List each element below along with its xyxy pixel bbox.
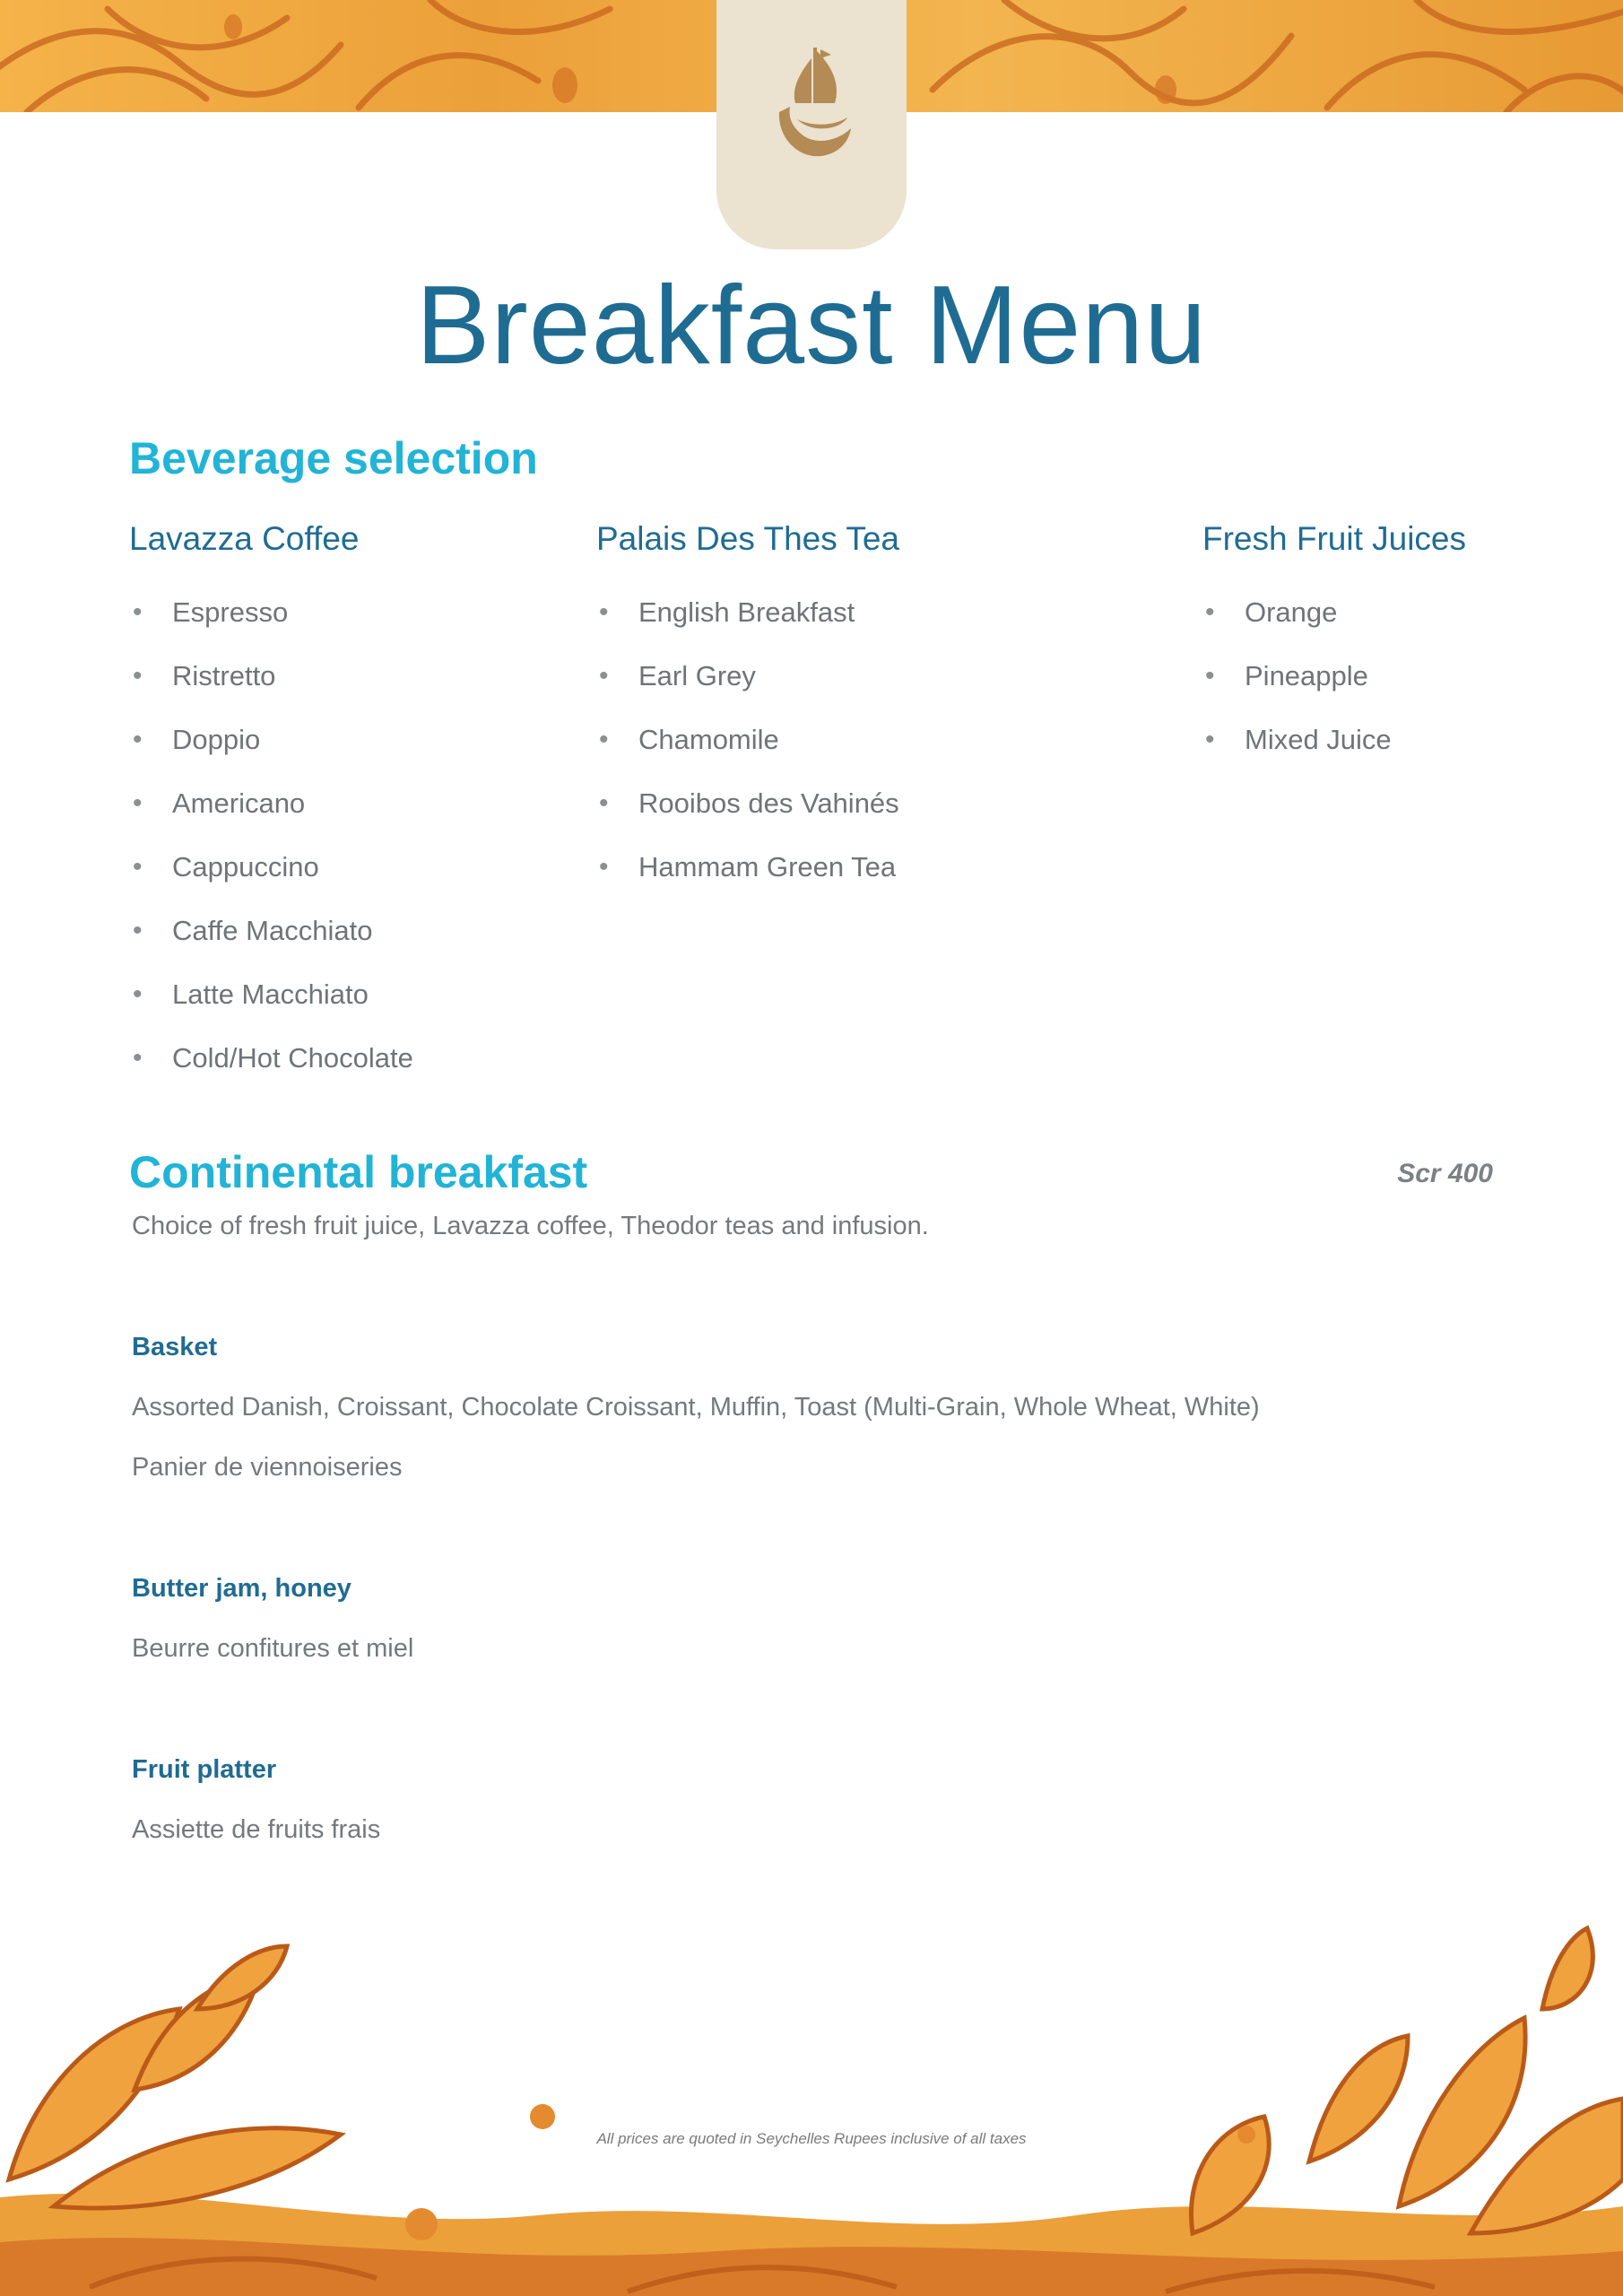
logo-tab — [716, 0, 907, 249]
list-item: • Mixed Juice — [1205, 724, 1392, 755]
list-item: • Ristretto — [133, 660, 276, 691]
juice-column-title: Fresh Fruit Juices — [1202, 520, 1467, 557]
coffee-column-title: Lavazza Coffee — [129, 520, 360, 557]
tea-list — [595, 595, 899, 913]
list-item: • English Breakfast — [599, 596, 855, 628]
list-item: • Earl Grey — [599, 660, 756, 691]
footer-tax-note: All prices are quoted in Seychelles Rupees inclusive of all taxes — [596, 2130, 1027, 2147]
sailboat-logo-icon — [761, 40, 862, 175]
price-label: Scr 400 — [1397, 1159, 1493, 1188]
list-item: • Caffe Macchiato — [133, 915, 373, 946]
butter-heading: Butter jam, honey — [132, 1574, 352, 1603]
list-item: • Pineapple — [1205, 660, 1368, 691]
leaf-decoration-icon — [0, 1910, 1623, 2296]
list-item: • Americano — [133, 787, 306, 819]
butter-french: Beurre confitures et miel — [132, 1634, 414, 1663]
fruit-heading: Fruit platter — [132, 1755, 277, 1784]
list-item: • Chamomile — [599, 724, 779, 755]
continental-section-heading: Continental breakfast — [129, 1147, 588, 1197]
page-title: Breakfast Menu — [415, 264, 1208, 387]
continental-description: Choice of fresh fruit juice, Lavazza coffee, Theodor teas and infusion. — [132, 1212, 929, 1240]
basket-description: Assorted Danish, Croissant, Chocolate Croissant, Muffin, Toast (Multi-Grain, Whole Wheat, White) — [132, 1393, 1260, 1422]
list-item: • Cappuccino — [133, 851, 319, 883]
list-item: • Rooibos des Vahinés — [599, 787, 899, 819]
basket-french: Panier de viennoiseries — [132, 1453, 403, 1482]
beverage-section-heading: Beverage selection — [129, 433, 538, 483]
list-item: • Espresso — [133, 596, 289, 628]
juice-list — [1202, 595, 1392, 786]
list-item: • Hammam Green Tea — [599, 851, 897, 883]
list-item: • Cold/Hot Chocolate — [133, 1042, 413, 1074]
basket-heading: Basket — [132, 1333, 218, 1361]
tea-column-title: Palais Des Thes Tea — [596, 520, 899, 557]
list-item: • Latte Macchiato — [133, 978, 369, 1010]
fruit-french: Assiette de fruits frais — [132, 1815, 381, 1844]
list-item: • Orange — [1205, 596, 1338, 628]
coffee-list — [129, 595, 413, 1104]
list-item: • Doppio — [133, 724, 261, 755]
